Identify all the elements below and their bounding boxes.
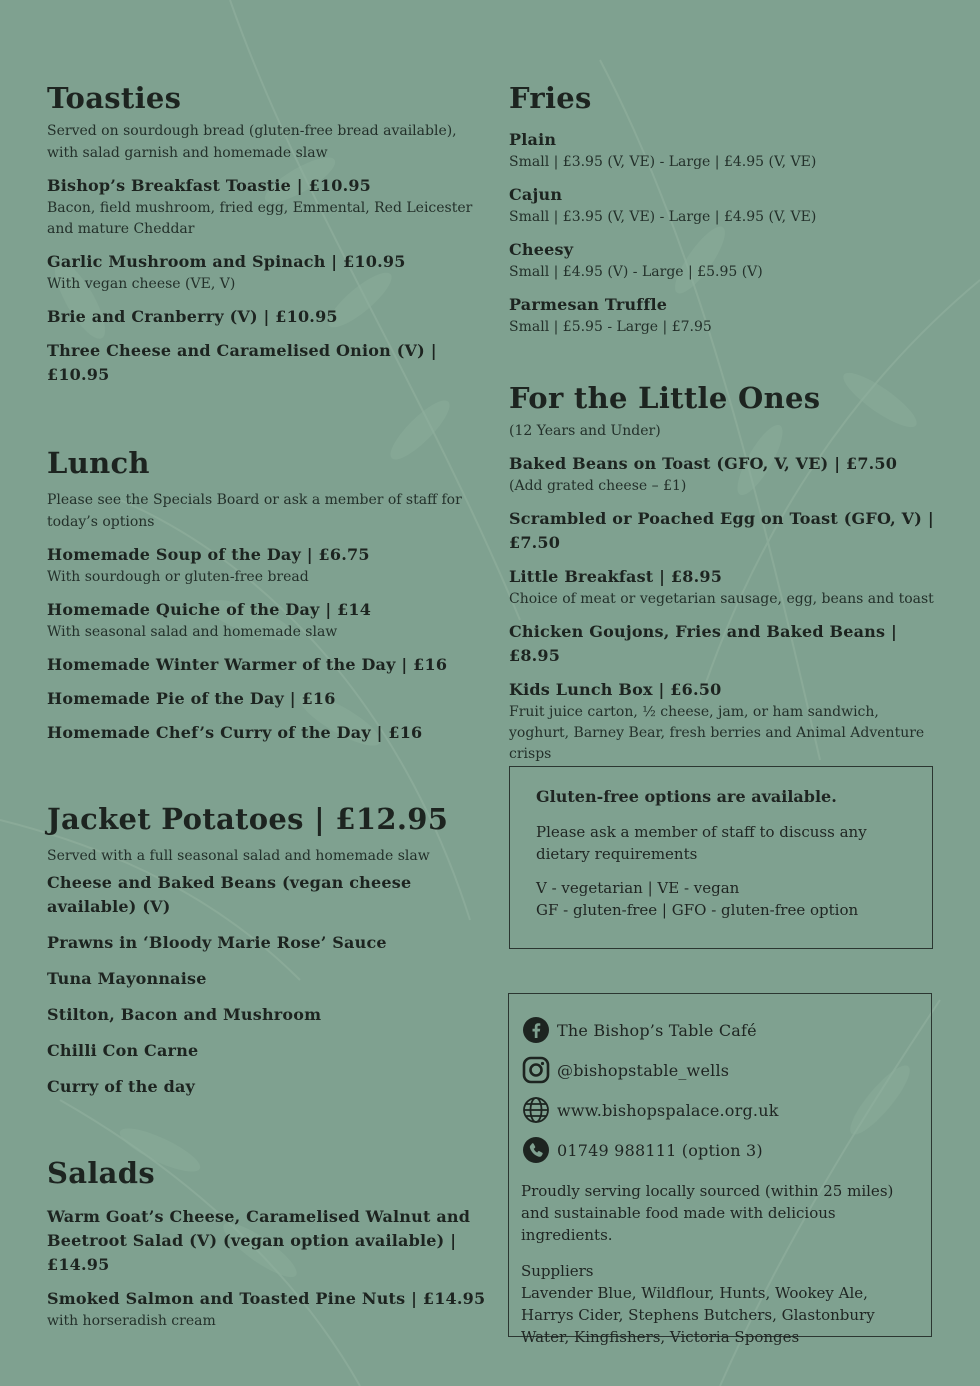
gluten-free-notice: Gluten-free options are available. bbox=[536, 787, 837, 806]
facebook-name: The Bishop’s Table Café bbox=[557, 1020, 757, 1040]
jacket-potatoes-title: Jacket Potatoes | £12.95 bbox=[47, 802, 449, 836]
dietary-info-box bbox=[509, 766, 933, 949]
lunch-intro: Please see the Specials Board or ask a member of staff for today’s options bbox=[47, 492, 462, 530]
dietary-key bbox=[536, 877, 906, 921]
menu-item-name: Bishop’s Breakfast Toastie | £10.95 bbox=[47, 176, 372, 195]
facebook-row[interactable] bbox=[521, 1010, 919, 1050]
menu-item-name: Curry of the day bbox=[47, 1077, 196, 1096]
little-ones-section bbox=[509, 380, 939, 765]
menu-item-name: Homemade Winter Warmer of the Day | £16 bbox=[47, 655, 448, 674]
menu-item-name: Kids Lunch Box | £6.50 bbox=[509, 680, 722, 699]
instagram-handle: @bishopstable_wells bbox=[557, 1060, 730, 1080]
website-row[interactable] bbox=[521, 1090, 919, 1130]
little-ones-title: For the Little Ones bbox=[509, 381, 821, 415]
menu-item-name: Tuna Mayonnaise bbox=[47, 969, 207, 988]
menu-item-desc: Small | £5.95 - Large | £7.95 bbox=[509, 319, 712, 335]
menu-item bbox=[47, 543, 487, 588]
menu-item bbox=[47, 1039, 487, 1063]
toasties-intro: Served on sourdough bread (gluten-free bread available), with salad garnish and homemade slaw bbox=[47, 123, 457, 161]
phone-row[interactable] bbox=[521, 1130, 919, 1170]
menu-item-name: Garlic Mushroom and Spinach | £10.95 bbox=[47, 252, 406, 271]
menu-item-name: Cheesy bbox=[509, 240, 574, 259]
menu-item-name: Homemade Quiche of the Day | £14 bbox=[47, 600, 372, 619]
menu-item-name: Homemade Chef’s Curry of the Day | £16 bbox=[47, 723, 423, 742]
menu-item bbox=[509, 620, 939, 668]
menu-item bbox=[47, 305, 487, 329]
menu-item-name: Parmesan Truffle bbox=[509, 295, 668, 314]
menu-item bbox=[509, 507, 939, 555]
menu-item-name: Plain bbox=[509, 130, 557, 149]
menu-item-desc: Small | £3.95 (V, VE) - Large | £4.95 (V, VE) bbox=[509, 209, 817, 225]
menu-item bbox=[47, 931, 487, 955]
lunch-section bbox=[47, 445, 487, 745]
toasties-section bbox=[47, 80, 487, 387]
instagram-icon bbox=[521, 1055, 551, 1085]
menu-item-name: Stilton, Bacon and Mushroom bbox=[47, 1005, 322, 1024]
sourcing-statement: Proudly serving locally sourced (within 25 miles) and sustainable food made with delicious ingredients. bbox=[521, 1182, 894, 1244]
menu-item bbox=[509, 238, 939, 283]
menu-item bbox=[509, 293, 939, 338]
menu-item-desc: Bacon, field mushroom, fried egg, Emmental, Red Leicester and mature Cheddar bbox=[47, 200, 473, 237]
facebook-icon bbox=[521, 1015, 551, 1045]
menu-item-name: Warm Goat’s Cheese, Caramelised Walnut and Beetroot Salad (V) (vegan option available) | £14.95 bbox=[47, 1207, 471, 1274]
globe-icon bbox=[521, 1095, 551, 1125]
menu-item bbox=[509, 183, 939, 228]
suppliers-list: Lavender Blue, Wildflour, Hunts, Wookey Ale, Harrys Cider, Stephens Butchers, Glastonbury Water, Kingfishers, Victoria Sponges bbox=[521, 1284, 875, 1346]
phone-number: 01749 988111 (option 3) bbox=[557, 1140, 763, 1160]
menu-item bbox=[47, 871, 487, 919]
menu-item bbox=[509, 452, 939, 497]
menu-item-desc: with horseradish cream bbox=[47, 1313, 216, 1329]
menu-item bbox=[47, 1075, 487, 1099]
menu-item-name: Little Breakfast | £8.95 bbox=[509, 567, 723, 586]
menu-item-name: Brie and Cranberry (V) | £10.95 bbox=[47, 307, 338, 326]
menu-item-desc: Choice of meat or vegetarian sausage, egg, beans and toast bbox=[509, 591, 934, 607]
menu-item-name: Three Cheese and Caramelised Onion (V) | £10.95 bbox=[47, 341, 437, 384]
menu-item-name: Prawns in ‘Bloody Marie Rose’ Sauce bbox=[47, 933, 387, 952]
menu-item-desc: (Add grated cheese – £1) bbox=[509, 478, 687, 494]
menu-item bbox=[509, 565, 939, 610]
menu-item bbox=[509, 128, 939, 173]
menu-item bbox=[47, 250, 487, 295]
menu-item-name: Baked Beans on Toast (GFO, V, VE) | £7.50 bbox=[509, 454, 898, 473]
salads-section bbox=[47, 1155, 487, 1332]
lunch-title: Lunch bbox=[47, 446, 150, 480]
menu-item-name: Homemade Soup of the Day | £6.75 bbox=[47, 545, 370, 564]
dietary-key-line-2: GF - gluten-free | GFO - gluten-free option bbox=[536, 901, 859, 919]
menu-item bbox=[47, 967, 487, 991]
right-column bbox=[509, 80, 939, 765]
menu-item-desc: Fruit juice carton, ½ cheese, jam, or ham sandwich, yoghurt, Barney Bear, fresh berries and Animal Adventure crisps bbox=[509, 704, 925, 762]
little-ones-intro: (12 Years and Under) bbox=[509, 423, 661, 439]
phone-icon bbox=[521, 1135, 551, 1165]
fries-section bbox=[509, 80, 939, 338]
salads-title: Salads bbox=[47, 1156, 155, 1190]
menu-item-name: Chicken Goujons, Fries and Baked Beans | £8.95 bbox=[509, 622, 897, 665]
menu-item-name: Chilli Con Carne bbox=[47, 1041, 199, 1060]
left-column bbox=[47, 80, 487, 1332]
website-url: www.bishopspalace.org.uk bbox=[557, 1100, 779, 1120]
menu-item-name: Cheese and Baked Beans (vegan cheese available) (V) bbox=[47, 873, 412, 916]
jacket-potatoes-section bbox=[47, 801, 487, 1099]
menu-item-name: Smoked Salmon and Toasted Pine Nuts | £14.95 bbox=[47, 1289, 486, 1308]
menu-item bbox=[47, 339, 487, 387]
dietary-key-line-1: V - vegetarian | VE - vegan bbox=[536, 879, 740, 897]
menu-item-name: Cajun bbox=[509, 185, 563, 204]
menu-item bbox=[47, 721, 487, 745]
menu-item bbox=[47, 1003, 487, 1027]
menu-item bbox=[509, 678, 939, 765]
contact-info-box bbox=[508, 993, 932, 1346]
menu-item-name: Homemade Pie of the Day | £16 bbox=[47, 689, 336, 708]
instagram-row[interactable] bbox=[521, 1050, 919, 1090]
toasties-title: Toasties bbox=[47, 81, 182, 115]
menu-item bbox=[47, 174, 487, 240]
fries-title: Fries bbox=[509, 81, 592, 115]
menu-item bbox=[47, 687, 487, 711]
menu-item bbox=[47, 1205, 487, 1277]
menu-item bbox=[47, 598, 487, 643]
suppliers-label: Suppliers bbox=[521, 1262, 594, 1280]
menu-item-desc: With seasonal salad and homemade slaw bbox=[47, 624, 338, 640]
suppliers-block bbox=[521, 1260, 919, 1348]
menu-item bbox=[47, 653, 487, 677]
menu-item-desc: Small | £4.95 (V) - Large | £5.95 (V) bbox=[509, 264, 763, 280]
menu-item-name: Scrambled or Poached Egg on Toast (GFO, V) | £7.50 bbox=[509, 509, 934, 552]
menu-item-desc: With sourdough or gluten-free bread bbox=[47, 569, 309, 585]
dietary-requirements-text: Please ask a member of staff to discuss any dietary requirements bbox=[536, 823, 867, 863]
jacket-potatoes-intro: Served with a full seasonal salad and homemade slaw bbox=[47, 848, 430, 864]
menu-item-desc: With vegan cheese (VE, V) bbox=[47, 276, 236, 292]
menu-item bbox=[47, 1287, 487, 1332]
menu-item-desc: Small | £3.95 (V, VE) - Large | £4.95 (V, VE) bbox=[509, 154, 817, 170]
